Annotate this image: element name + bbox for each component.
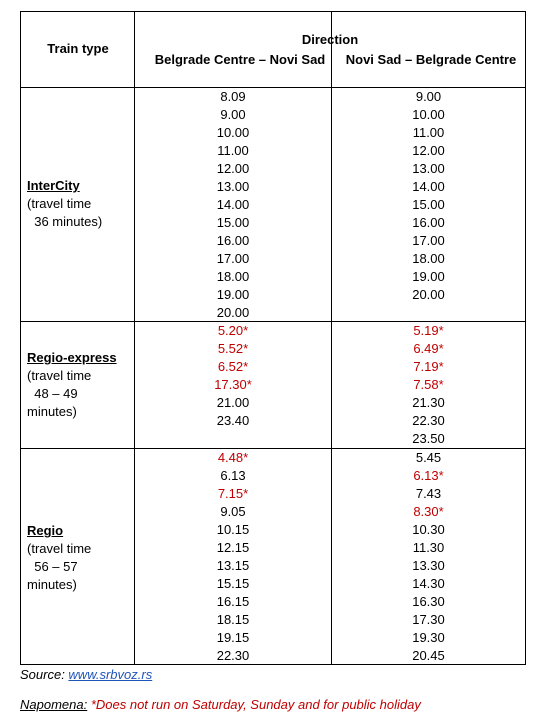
departure-time: 7.19* xyxy=(413,359,444,374)
departure-time: 22.30 xyxy=(412,413,445,428)
header-col-novisad-belgrade: Novi Sad – Belgrade Centre xyxy=(345,52,517,67)
departure-time: 7.58* xyxy=(413,377,444,392)
note-line xyxy=(20,697,421,712)
departure-time: 15.00 xyxy=(216,215,250,230)
departure-time: 18.15 xyxy=(216,612,250,627)
departure-time: 10.30 xyxy=(412,522,445,537)
times-intercity-col2 xyxy=(332,88,525,304)
departure-time: 16.00 xyxy=(216,233,250,248)
departure-time: 14.30 xyxy=(412,576,445,591)
departure-time: 4.48* xyxy=(217,450,249,465)
departure-time: 9.00 xyxy=(220,107,246,122)
departure-time: 20.00 xyxy=(216,305,250,320)
departure-time: 19.00 xyxy=(216,287,250,302)
departure-time: 15.00 xyxy=(412,197,445,212)
departure-time: 10.00 xyxy=(412,107,445,122)
departure-time: 20.45 xyxy=(412,648,445,663)
departure-time: 14.00 xyxy=(412,179,445,194)
departure-time: 12.00 xyxy=(216,161,250,176)
departure-time: 19.15 xyxy=(216,630,250,645)
departure-time: 13.00 xyxy=(216,179,250,194)
header-train-type: Train type xyxy=(47,41,109,56)
departure-time: 5.45 xyxy=(415,450,442,465)
departure-time: 5.52* xyxy=(217,341,249,356)
departure-time: 21.30 xyxy=(412,395,445,410)
header-col-belgrade-novisad: Belgrade Centre – Novi Sad xyxy=(154,52,326,67)
departure-time: 20.00 xyxy=(412,287,445,302)
times-regio-col1 xyxy=(135,449,331,665)
departure-time: 17.00 xyxy=(412,233,445,248)
section-label-regio xyxy=(27,522,91,594)
travel-time-note: (travel time 48 – 49 minutes) xyxy=(27,368,92,419)
departure-time: 19.00 xyxy=(412,269,445,284)
departure-time: 18.00 xyxy=(216,269,250,284)
source-line xyxy=(20,667,152,682)
departure-time: 6.13* xyxy=(413,468,444,483)
train-type-name: Regio xyxy=(27,523,64,538)
departure-time: 13.00 xyxy=(412,161,445,176)
times-regio-express-col2 xyxy=(332,322,525,448)
header-direction: Direction xyxy=(301,32,359,47)
departure-time: 22.30 xyxy=(216,648,250,663)
departure-time: 16.15 xyxy=(216,594,250,609)
departure-time: 9.00 xyxy=(415,89,442,104)
departure-time: 11.00 xyxy=(412,125,445,140)
departure-time: 9.05 xyxy=(220,504,246,519)
departure-time: 5.19* xyxy=(413,323,444,338)
times-intercity-col1 xyxy=(135,88,331,322)
departure-time: 12.00 xyxy=(412,143,445,158)
departure-time: 12.15 xyxy=(216,540,250,555)
source-link[interactable]: www.srbvoz.rs xyxy=(68,667,153,682)
departure-time: 7.43 xyxy=(415,486,442,501)
departure-time: 17.30 xyxy=(412,612,445,627)
source-label: Source: xyxy=(20,667,69,682)
departure-time: 13.30 xyxy=(412,558,445,573)
timetable xyxy=(20,11,526,665)
departure-time: 10.00 xyxy=(216,125,250,140)
departure-time: 19.30 xyxy=(412,630,445,645)
section-label-intercity xyxy=(27,177,102,231)
departure-time: 5.20* xyxy=(217,323,249,338)
departure-time: 11.00 xyxy=(217,143,249,158)
departure-time: 6.52* xyxy=(217,359,249,374)
note-label: Napomena: xyxy=(20,697,88,712)
departure-time: 23.40 xyxy=(216,413,250,428)
departure-time: 16.00 xyxy=(412,215,445,230)
departure-time: 23.50 xyxy=(412,431,445,446)
times-regio-express-col1 xyxy=(135,322,331,430)
departure-time: 17.00 xyxy=(216,251,250,266)
section-label-regio-express xyxy=(27,349,117,421)
departure-time: 7.15* xyxy=(217,486,249,501)
departure-time: 18.00 xyxy=(412,251,445,266)
travel-time-note: (travel time 56 – 57 minutes) xyxy=(27,541,92,592)
departure-time: 14.00 xyxy=(216,197,250,212)
departure-time: 11.30 xyxy=(412,540,445,555)
departure-time: 13.15 xyxy=(216,558,250,573)
departure-time: 6.13 xyxy=(220,468,246,483)
times-regio-col2 xyxy=(332,449,525,665)
departure-time: 8.30* xyxy=(413,504,444,519)
departure-time: 15.15 xyxy=(216,576,250,591)
departure-time: 10.15 xyxy=(216,522,250,537)
departure-time: 8.09 xyxy=(220,89,246,104)
departure-time: 16.30 xyxy=(412,594,445,609)
train-type-name: Regio-express xyxy=(27,350,117,365)
travel-time-note: (travel time 36 minutes) xyxy=(27,196,103,229)
note-text: *Does not run on Saturday, Sunday and for public holiday xyxy=(87,697,421,712)
departure-time: 17.30* xyxy=(214,377,252,392)
train-type-name: InterCity xyxy=(27,178,80,193)
departure-time: 6.49* xyxy=(413,341,444,356)
departure-time: 21.00 xyxy=(216,395,250,410)
